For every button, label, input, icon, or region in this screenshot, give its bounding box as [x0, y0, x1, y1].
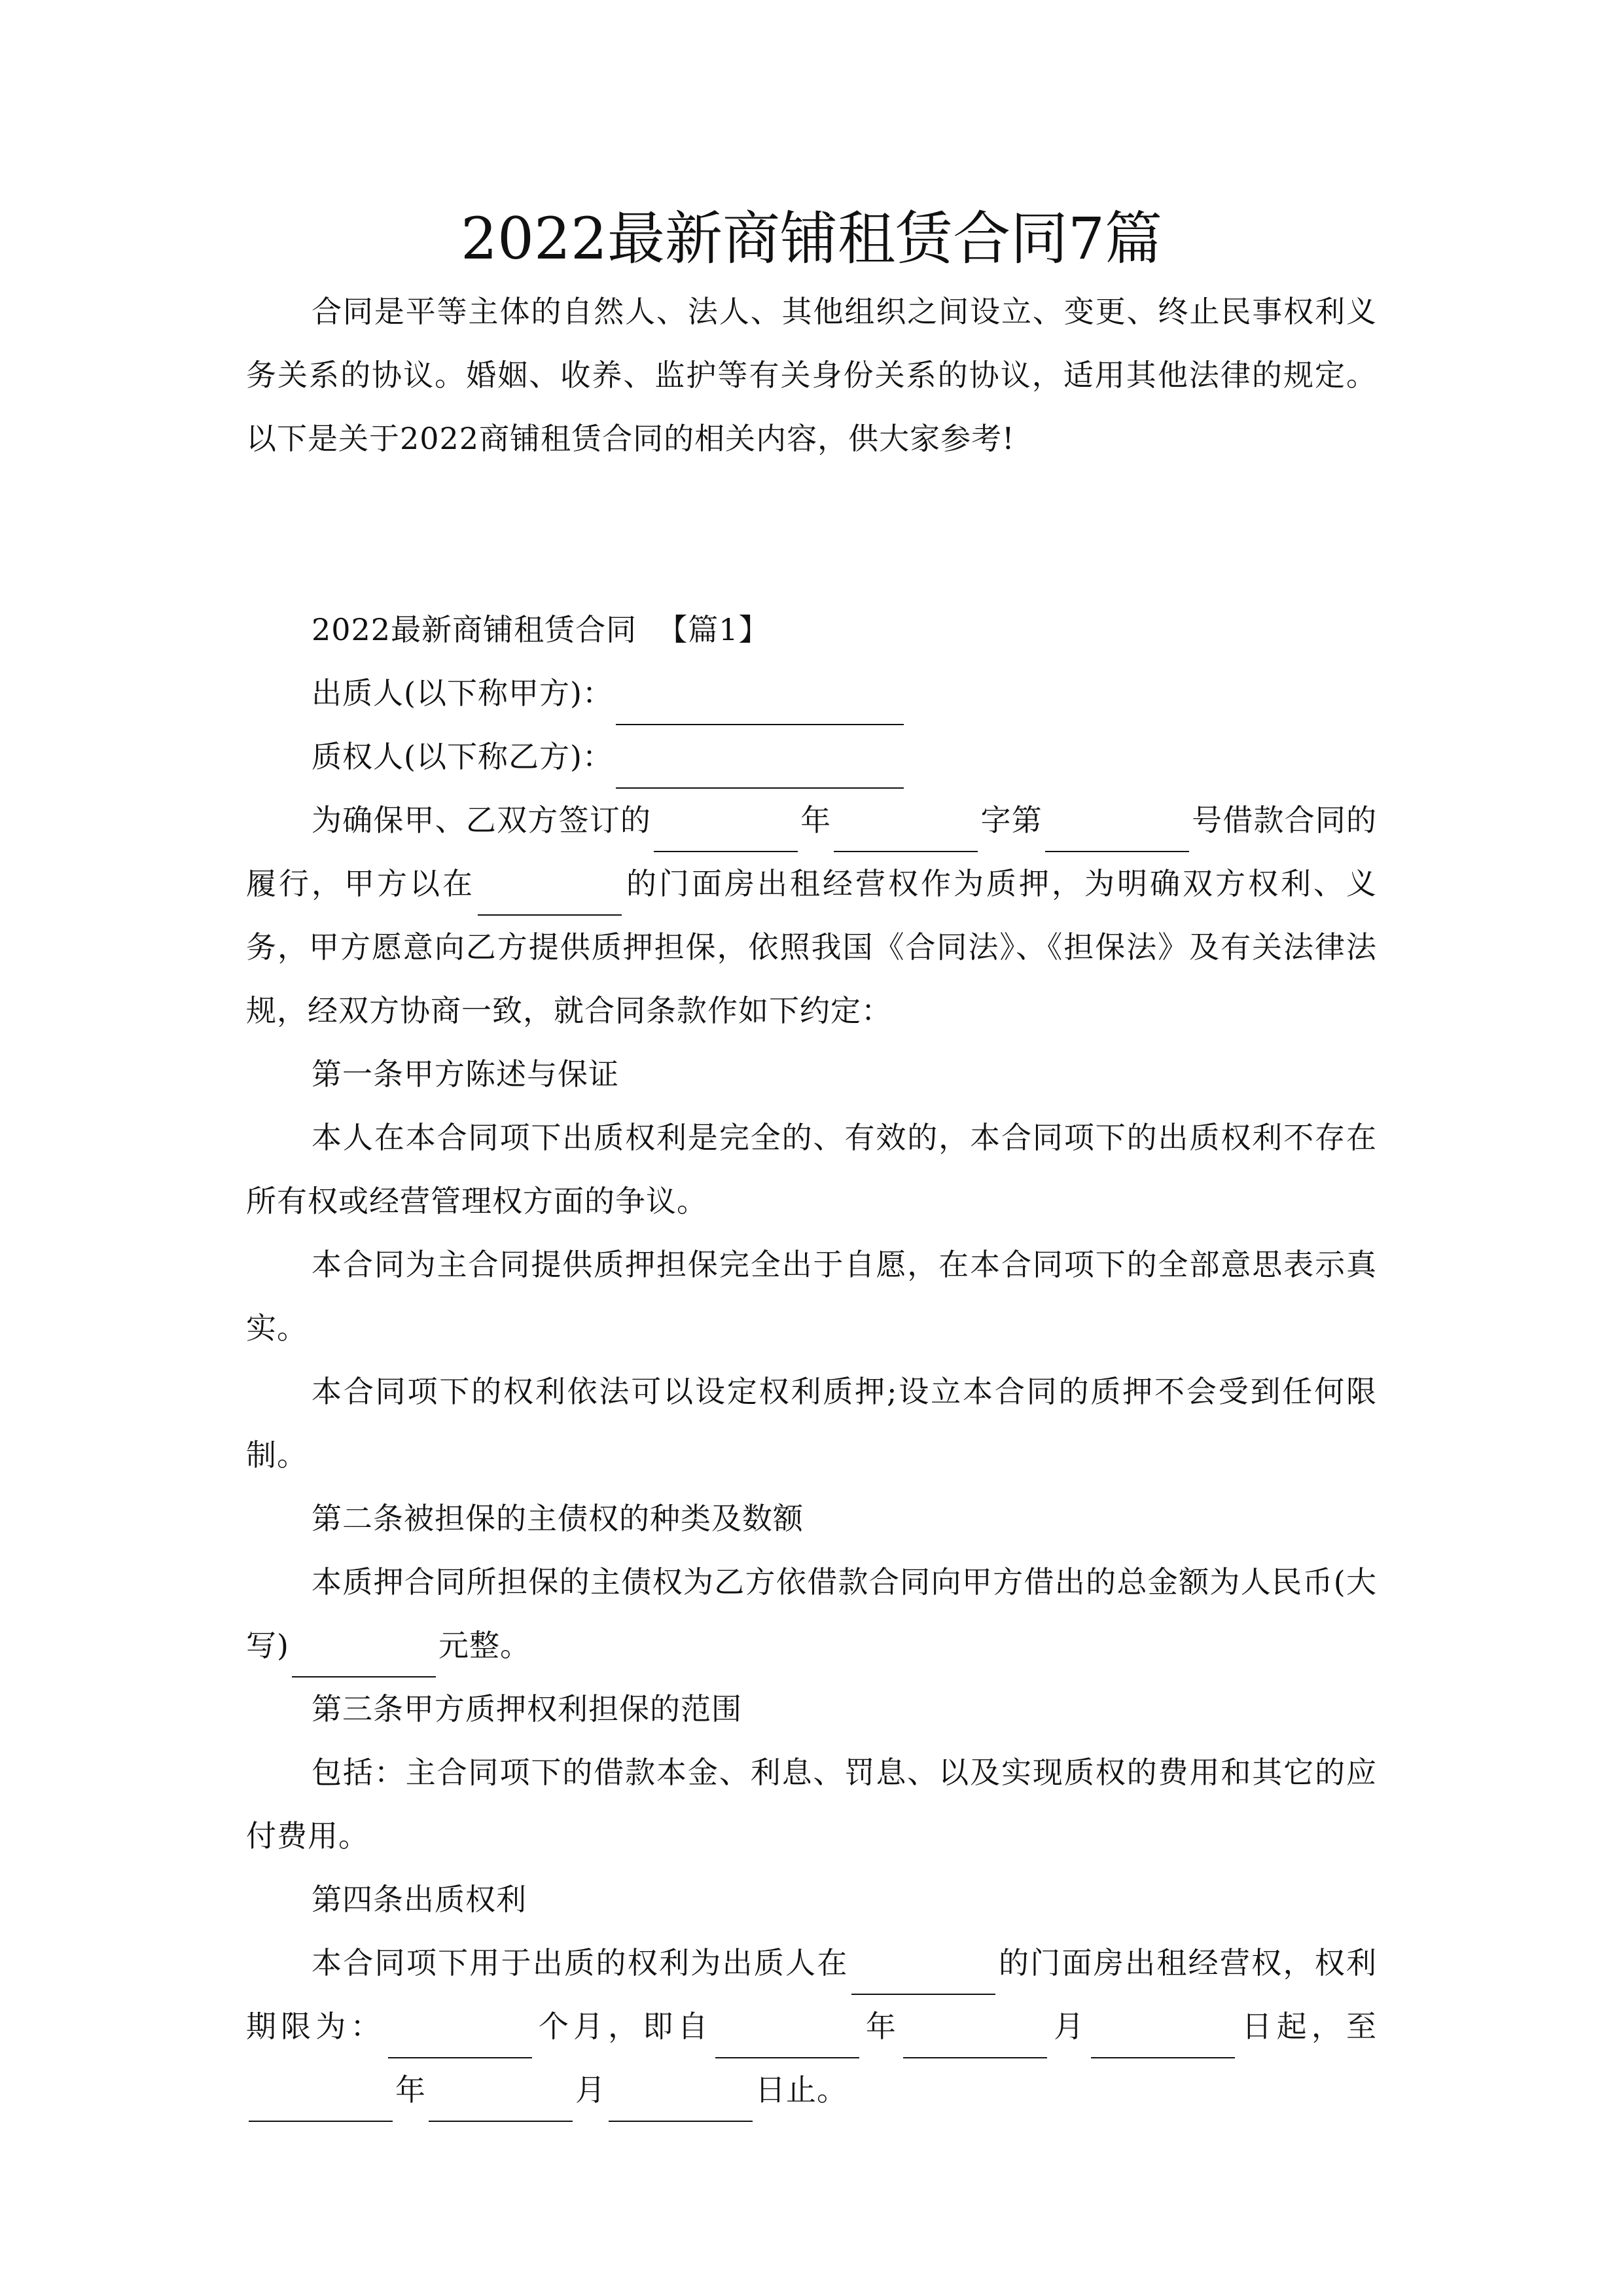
- text-segment: 年: [395, 2072, 426, 2108]
- party-a-label: 出质人(以下称甲方)：: [312, 675, 613, 711]
- article-3-paragraph: 包括：主合同项下的借款本金、利息、罚息、以及实现质权的费用和其它的应付费用。: [246, 1755, 1377, 1854]
- fill-in-blank: [834, 813, 978, 852]
- article-4-paragraph: [246, 1931, 1377, 2122]
- article-2-paragraph: [246, 1551, 1377, 1677]
- fill-in-blank: [616, 686, 904, 725]
- fill-in-blank: [1091, 2019, 1235, 2058]
- text-segment: 月: [575, 2072, 606, 2108]
- text-segment: 本质押合同所担保的主债权为乙方依借款合同向甲方借出的总金额为人民币(大写): [246, 1564, 1377, 1663]
- text-segment: 个月，即自: [534, 2009, 713, 2044]
- party-b-label: 质权人(以下称乙方)：: [312, 739, 613, 774]
- text-segment: 的门面房出租经营权作为质押，为明确双方权利、义务，甲方愿意向乙方提供质押担保，依照我国《合同法》、《担保法》及有关法律法规，经双方协商一致，就合同条款作如下约定：: [246, 866, 1377, 1028]
- text-segment: 日起，至: [1238, 2009, 1378, 2044]
- text-segment: 本合同项下用于出质的权利为出质人在: [312, 1945, 849, 1981]
- fill-in-blank: [903, 2019, 1047, 2058]
- document-title: 2022最新商铺租赁合同7篇: [461, 205, 1162, 272]
- article-1-paragraph-2: 本合同为主合同提供质押担保完全出于自愿，在本合同项下的全部意思表示真实。: [246, 1247, 1377, 1346]
- spacer: [246, 471, 1377, 598]
- text-segment: 元整。: [438, 1628, 531, 1663]
- fill-in-blank: [851, 1956, 995, 1995]
- text-segment: 日止。: [755, 2072, 847, 2108]
- text-segment: 号借款合同的履行，甲方以在: [246, 802, 1378, 901]
- fill-in-blank: [249, 2083, 393, 2122]
- text-segment: 的门面房出租经营权，权利期限为：: [246, 1945, 1378, 2044]
- text-segment: 字第: [980, 802, 1043, 838]
- fill-in-blank: [478, 876, 622, 916]
- article-1-paragraph-3: 本合同项下的权利依法可以设定权利质押;设立本合同的质押不会受到任何限制。: [246, 1374, 1377, 1473]
- section-heading: 2022最新商铺租赁合同 【篇1】: [312, 612, 770, 647]
- text-segment: 年: [800, 802, 832, 838]
- fill-in-blank: [388, 2019, 532, 2058]
- fill-in-blank: [1045, 813, 1189, 852]
- article-1-title: 第一条甲方陈述与保证: [312, 1056, 619, 1092]
- article-2-title: 第二条被担保的主债权的种类及数额: [312, 1501, 804, 1536]
- party-b-line: [246, 725, 1377, 789]
- fill-in-blank: [616, 749, 904, 789]
- purpose-paragraph: [246, 789, 1377, 1043]
- text-segment: 年: [861, 2009, 901, 2044]
- party-a-line: [246, 662, 1377, 725]
- fill-in-blank: [715, 2019, 859, 2058]
- article-1-paragraph-1: 本人在本合同项下出质权利是完全的、有效的，本合同项下的出质权利不存在所有权或经营管理权方面的争议。: [246, 1120, 1377, 1219]
- text-segment: 月: [1050, 2009, 1089, 2044]
- fill-in-blank: [609, 2083, 753, 2122]
- intro-paragraph: 合同是平等主体的自然人、法人、其他组织之间设立、变更、终止民事权利义务关系的协议。婚姻、收养、监护等有关身份关系的协议，适用其他法律的规定。以下是关于2022商铺租赁合同的相关内容，供大家参考!: [246, 294, 1377, 456]
- fill-in-blank: [429, 2083, 573, 2122]
- article-4-title: 第四条出质权利: [312, 1882, 527, 1917]
- text-segment: 为确保甲、乙双方签订的: [312, 802, 651, 838]
- article-3-title: 第三条甲方质押权利担保的范围: [312, 1691, 742, 1727]
- fill-in-blank: [654, 813, 798, 852]
- document-body: [246, 280, 1377, 2122]
- fill-in-blank: [292, 1638, 436, 1677]
